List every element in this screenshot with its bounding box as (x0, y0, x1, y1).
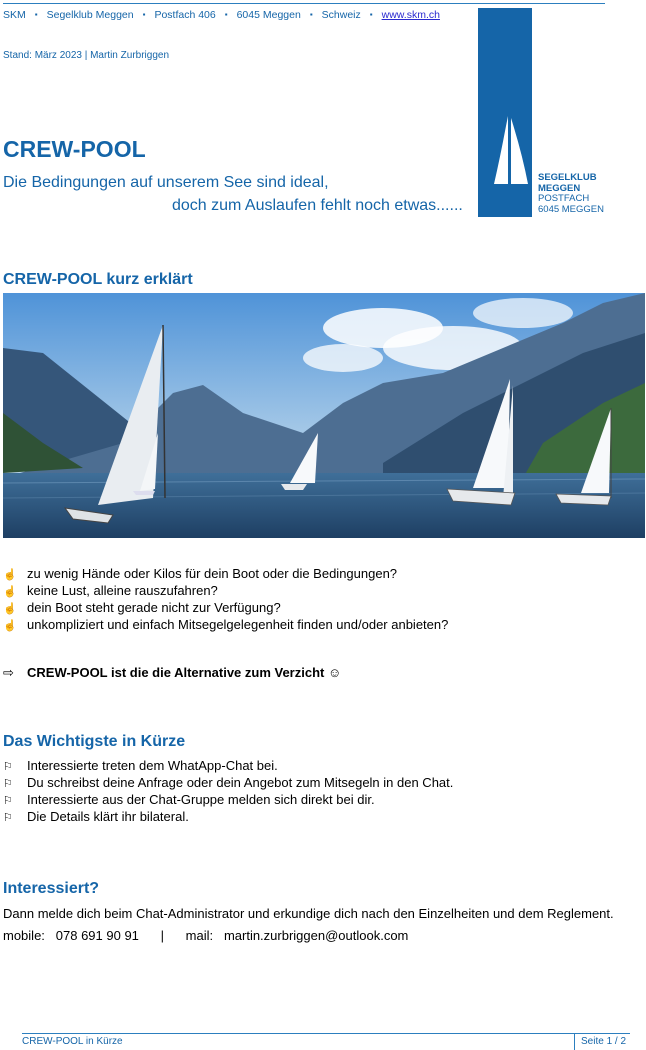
header-rule (3, 3, 605, 4)
list-item (3, 757, 453, 774)
separator-dot: ▪ (34, 10, 38, 19)
mobile-label: mobile: (3, 928, 45, 943)
list-item-text: Die Details klärt ihr bilateral. (27, 809, 189, 824)
subtitle-line-2: doch zum Auslaufen fehlt noch etwas...... (172, 197, 463, 214)
hand-pointer-icon: ☝ (3, 586, 17, 598)
list-item (3, 774, 453, 791)
list-item-text: unkompliziert und einfach Mitsegelgelegenheit finden und/oder anbieten? (27, 617, 449, 632)
mail-label: mail: (185, 928, 214, 943)
flag-icon: ⚐ (3, 761, 13, 773)
separator-dot: ▪ (369, 10, 373, 19)
mobile-number[interactable]: 078 691 90 91 (55, 928, 139, 943)
contact-instructions: Dann melde dich beim Chat-Administrator und erkundige dich nach den Einzelheiten und dem Reglement. (3, 906, 614, 921)
mail-address[interactable]: martin.zurbriggen@outlook.com (223, 928, 409, 943)
logo-line-4: 6045 MEGGEN (538, 203, 604, 215)
footer-title: CREW-POOL in Kürze (22, 1036, 123, 1047)
list-item-text: keine Lust, alleine rauszufahren? (27, 583, 218, 598)
list-item-text: Du schreibst deine Anfrage oder dein Angebot zum Mitsegeln in den Chat. (27, 775, 454, 790)
arrow-right-icon: ⇨ (3, 665, 14, 680)
list-item (3, 616, 448, 633)
kurz-bullet-list (3, 565, 448, 633)
section-heading-wichtig: Das Wichtigste in Kürze (3, 733, 186, 750)
logo-line-1: SEGELKLUB (538, 172, 597, 183)
header-item-country: Schweiz (321, 9, 361, 21)
header-item-city: 6045 Meggen (236, 9, 301, 21)
section-heading-interessiert: Interessiert? (3, 880, 100, 897)
section-heading-kurz: CREW-POOL kurz erklärt (3, 271, 193, 288)
club-logo (478, 8, 532, 217)
document-date: Stand: März 2023 | Martin Zurbriggen (3, 50, 170, 61)
flag-icon: ⚐ (3, 795, 13, 807)
contact-line (3, 928, 408, 943)
separator-dot: ▪ (142, 10, 146, 19)
footer-rule (22, 1033, 630, 1034)
alternative-statement (3, 665, 341, 681)
list-item-text: Interessierte aus der Chat-Gruppe melden sich direkt bei dir. (27, 792, 375, 807)
logo-line-2: MEGGEN (538, 182, 581, 194)
list-item-text: dein Boot steht gerade nicht zur Verfügung? (27, 600, 281, 615)
sail-logo-icon (478, 8, 532, 217)
list-item (3, 808, 453, 825)
hand-pointer-icon: ☝ (3, 569, 17, 581)
separator-dot: ▪ (224, 10, 228, 19)
list-item-text: zu wenig Hände oder Kilos für dein Boot oder die Bedingungen? (27, 566, 398, 581)
subtitle-line-1: Die Bedingungen auf unserem See sind ideal, (3, 174, 329, 191)
logo-text (538, 173, 604, 215)
wichtig-bullet-list (3, 757, 453, 825)
list-item (3, 599, 448, 616)
website-link[interactable]: www.skm.ch (381, 9, 440, 21)
header-contact (3, 9, 440, 21)
page-number: Seite 1 / 2 (574, 1034, 626, 1050)
logo-line-3: POSTFACH (538, 193, 590, 204)
flag-icon: ⚐ (3, 778, 13, 790)
list-item (3, 582, 448, 599)
list-item-text: Interessierte treten dem WhatApp-Chat bei. (27, 758, 278, 773)
page-title: CREW-POOL (3, 136, 146, 162)
hand-pointer-icon: ☝ (3, 603, 17, 615)
header-item-postbox: Postfach 406 (154, 9, 216, 21)
contact-separator: | (160, 928, 164, 943)
alternative-text: CREW-POOL ist die die Alternative zum Verzicht ☺ (27, 665, 342, 680)
list-item (3, 565, 448, 582)
separator-dot: ▪ (309, 10, 313, 19)
flag-icon: ⚐ (3, 812, 13, 824)
sailing-photo (3, 293, 645, 538)
hand-pointer-icon: ☝ (3, 620, 17, 632)
list-item (3, 791, 453, 808)
header-item-club-name: Segelklub Meggen (46, 9, 134, 21)
header-item-club-abbr: SKM (3, 9, 26, 21)
